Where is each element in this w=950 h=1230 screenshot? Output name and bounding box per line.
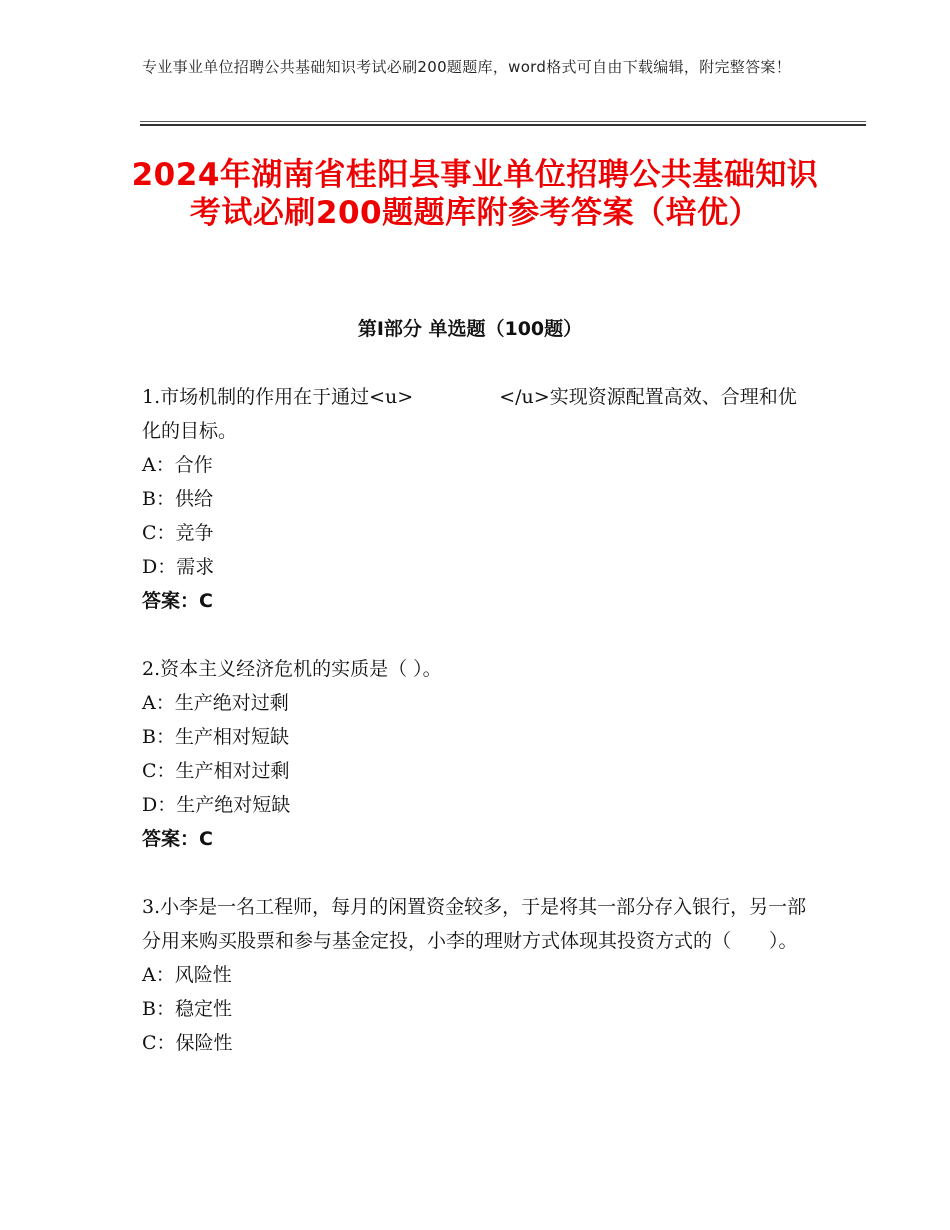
option-d: D：需求 (142, 556, 215, 578)
question-2 (142, 652, 812, 856)
header-divider (140, 121, 866, 126)
option-d: D：生产绝对短缺 (142, 794, 291, 816)
option-b: B：生产相对短缺 (142, 726, 289, 748)
answer-line: 答案：C (142, 590, 213, 612)
question-3 (142, 890, 812, 1060)
answer-line: 答案：C (142, 828, 213, 850)
header-note: 专业事业单位招聘公共基础知识考试必刷200题题库，word格式可自由下载编辑，附完整答案！ (142, 58, 792, 76)
option-b: B：稳定性 (142, 998, 232, 1020)
question-text: 3.小李是一名工程师，每月的闲置资金较多，于是将其一部分存入银行，另一部分用来购买股票和参与基金定投，小李的理财方式体现其投资方式的（ ）。 (142, 896, 807, 952)
section-title: 第Ⅰ部分 单选题（100题） (357, 318, 583, 340)
option-a: A：生产绝对过剩 (142, 692, 289, 714)
option-a: A：风险性 (142, 964, 232, 986)
option-b: B：供给 (142, 488, 213, 510)
option-a: A：合作 (142, 454, 213, 476)
document-title: 2024年湖南省桂阳县事业单位招聘公共基础知识考试必刷200题题库附参考答案（培优） (131, 157, 819, 231)
question-1 (142, 380, 812, 618)
question-text (142, 380, 812, 448)
option-c: C：保险性 (142, 1032, 233, 1054)
option-c: C：竞争 (142, 522, 214, 544)
question-text-end: </u>实现资源配置高效、合理和优化的目标。 (142, 386, 797, 442)
question-list (142, 380, 812, 1094)
question-text-start: 1.市场机制的作用在于通过<u> (142, 386, 414, 408)
question-text: 2.资本主义经济危机的实质是（ ）。 (142, 658, 442, 680)
option-c: C：生产相对过剩 (142, 760, 290, 782)
